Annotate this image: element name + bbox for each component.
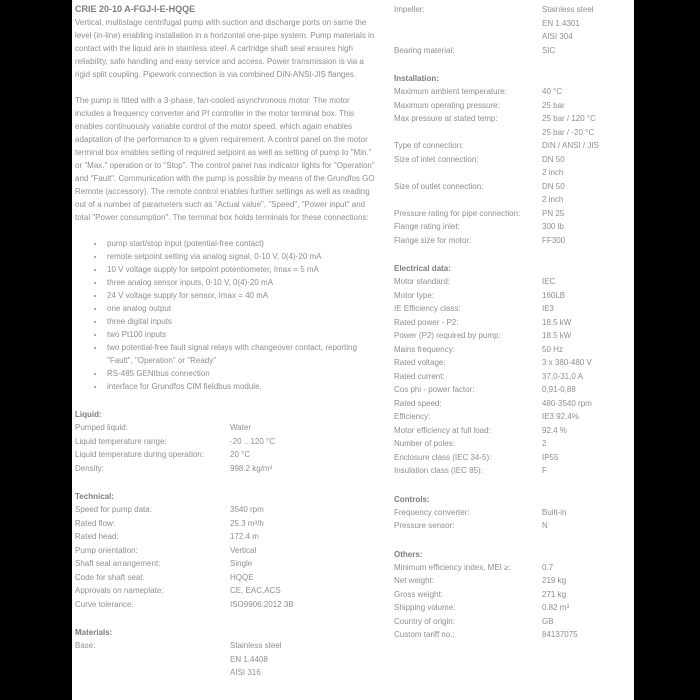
spec-value-group: [230, 435, 380, 449]
spec-row: [394, 289, 628, 303]
spec-value: 92.4 %: [542, 425, 567, 435]
section-heading: Installation:: [394, 74, 439, 83]
spec-row: [75, 517, 380, 531]
spec-value-group: [542, 601, 628, 615]
spec-value-group: [230, 584, 380, 598]
spec-value: 25 bar / -20 °C: [542, 127, 595, 137]
spec-label: Base:: [75, 641, 96, 650]
spec-value: EN 1.4408: [230, 654, 268, 664]
section-heading: Materials:: [75, 628, 113, 637]
spec-value: IP55: [542, 452, 559, 462]
spec-value: 25 bar / 120 °C: [542, 114, 596, 123]
spec-section: [394, 262, 628, 478]
connection-item: • three digital inputs: [105, 315, 380, 328]
spec-value-group: [542, 220, 628, 234]
spec-label: Liquid temperature range:: [75, 436, 167, 446]
section-heading: Controls:: [394, 494, 430, 504]
spec-row: [394, 85, 628, 99]
spec-label: Bearing material:: [394, 45, 455, 55]
spec-value: FF300: [542, 235, 566, 245]
spec-section: [394, 548, 628, 642]
spec-value: Built-in: [542, 507, 567, 517]
spec-value: Single: [230, 559, 253, 568]
spec-value-group: [542, 289, 628, 303]
spec-label: Rated voltage:: [394, 358, 446, 367]
spec-label: Shaft seal arrangement:: [75, 559, 161, 568]
spec-label: Rated speed:: [394, 398, 442, 408]
spec-row: [394, 356, 628, 370]
spec-label: Approvals on nameplate:: [75, 586, 164, 595]
spec-value-group: [230, 517, 380, 531]
spec-value: DN 50: [542, 154, 565, 164]
spec-row: [75, 448, 380, 462]
spec-value-group: [542, 424, 628, 438]
spec-row: [394, 3, 628, 44]
spec-value: 25.3 m³/h: [230, 518, 264, 528]
spec-row: [394, 180, 628, 207]
spec-value: -20 .. 120 °C: [230, 436, 275, 446]
spec-value-group: [230, 557, 380, 571]
spec-row: [394, 397, 628, 411]
spec-value-group: [542, 112, 628, 139]
spec-value-group: [230, 598, 380, 612]
spec-label: Rated power - P2:: [394, 317, 459, 327]
spec-label: Net weight:: [394, 576, 435, 585]
datasheet-page: [72, 0, 634, 700]
spec-value-group: [230, 530, 380, 544]
spec-label: Maximum operating pressure:: [394, 100, 500, 110]
spec-label: Curve tolerance:: [75, 599, 134, 609]
spec-value: 25 bar: [542, 100, 565, 110]
spec-row: [75, 435, 380, 449]
spec-row: [394, 343, 628, 357]
spec-label: Mains frequency:: [394, 344, 455, 354]
spec-value-group: [542, 383, 628, 397]
spec-value-group: [542, 397, 628, 411]
spec-label: Code for shaft seal:: [75, 572, 145, 582]
spec-row: [394, 220, 628, 234]
connection-item: • remote setpoint setting via analog signal, 0-10 V, 0(4)-20 mA: [105, 250, 380, 263]
spec-value-group: [542, 451, 628, 465]
spec-value-group: [542, 275, 628, 289]
spec-value: IE3 92,4%: [542, 412, 579, 421]
section-heading: Others:: [394, 549, 423, 559]
spec-label: Type of connection:: [394, 141, 464, 150]
spec-value-group: [230, 544, 380, 558]
spec-row: [394, 601, 628, 615]
spec-row: [394, 437, 628, 451]
left-spec-sections: [75, 408, 380, 680]
connection-item: • pump start/stop input (potential-free contact): [105, 237, 380, 250]
spec-value-group: [230, 639, 380, 680]
connection-item: • interface for Grundfos CIM fieldbus module.: [105, 380, 380, 393]
spec-value-group: [542, 302, 628, 316]
spec-row: [394, 561, 628, 575]
spec-row: [394, 99, 628, 113]
spec-value: AISI 304: [542, 32, 573, 41]
spec-section: [75, 408, 380, 475]
spec-row: [394, 207, 628, 221]
section-heading: Electrical data:: [394, 264, 451, 273]
spec-label: Rated current:: [394, 371, 445, 381]
spec-label: Motor efficiency at full load:: [394, 425, 491, 435]
spec-value: EN 1.4301: [542, 18, 580, 28]
spec-row: [394, 139, 628, 153]
spec-value: CE, EAC,ACS: [230, 586, 281, 595]
spec-value-group: [542, 85, 628, 99]
spec-row: [75, 639, 380, 680]
spec-value: Vertical: [230, 545, 257, 555]
connection-item: • two potential-free fault signal relays with changeover contact, reporting "Fault", "Operation" or "Ready": [105, 341, 380, 367]
spec-value: IEC: [542, 277, 556, 286]
spec-label: Motor type:: [394, 290, 435, 300]
spec-value: 2: [542, 439, 547, 448]
connection-item: • three analog sensor inputs, 0-10 V, 0(4)-20 mA: [105, 276, 380, 289]
spec-value-group: [542, 410, 628, 424]
connection-item: • RS-485 GENIbus connection: [105, 367, 380, 380]
spec-label: Insulation class (IEC 85):: [394, 466, 483, 475]
spec-row: [75, 544, 380, 558]
spec-value: 172.4 m: [230, 532, 259, 541]
spec-section: [394, 3, 628, 57]
spec-value: Stainless steel: [230, 641, 282, 650]
spec-label: Size of outlet connection:: [394, 181, 484, 191]
spec-row: [394, 506, 628, 520]
spec-row: [394, 451, 628, 465]
spec-label: Cos phi - power factor:: [394, 385, 475, 394]
spec-value-group: [230, 448, 380, 462]
spec-label: Max pressure at stated temp:: [394, 114, 498, 123]
spec-label: Impeller:: [394, 5, 425, 14]
spec-value: 50 Hz: [542, 344, 563, 354]
section-heading: Technical:: [75, 492, 114, 501]
spec-label: Minimum efficiency index, MEI ≥:: [394, 562, 511, 572]
spec-row: [394, 275, 628, 289]
spec-section: [394, 493, 628, 533]
spec-value: N: [542, 521, 548, 530]
product-description-paragraph: Vertical, multistage centrifugal pump with suction and discharge ports on same the level (in-line) enabling installation in a horizontal one-pipe system. Pump materials in contact with the liquid are in stainless steel. A cartridge shaft seal ensures high reliability, safe handling and easy service and access. Power transmission is via a rigid split coupling. Pipework connection is via combined DIN-ANSI-JIS flanges.: [75, 18, 375, 79]
spec-label: Gross weight:: [394, 589, 443, 599]
spec-value: GB: [542, 616, 554, 626]
spec-row: [75, 421, 380, 435]
spec-value-group: [230, 421, 380, 435]
spec-row: [394, 329, 628, 343]
spec-label: Motor standard:: [394, 277, 451, 286]
spec-row: [394, 112, 628, 139]
spec-value: 84137075: [542, 630, 578, 639]
spec-value-group: [542, 180, 628, 207]
spec-value: F: [542, 466, 547, 475]
spec-row: [394, 628, 628, 642]
spec-row: [394, 383, 628, 397]
spec-row: [394, 464, 628, 478]
spec-value-group: [542, 519, 628, 533]
spec-label: Custom tariff no.:: [394, 630, 455, 639]
spec-label: IE Efficiency class:: [394, 304, 461, 313]
spec-value: 18.5 kW: [542, 317, 572, 327]
spec-value-group: [542, 574, 628, 588]
spec-label: Rated flow:: [75, 518, 116, 528]
spec-row: [394, 370, 628, 384]
spec-label: Liquid temperature during operation:: [75, 450, 204, 459]
spec-section: [75, 490, 380, 611]
spec-value-group: [542, 153, 628, 180]
spec-row: [75, 503, 380, 517]
spec-row: [394, 316, 628, 330]
spec-row: [394, 153, 628, 180]
spec-row: [394, 234, 628, 248]
spec-value: DN 50: [542, 181, 565, 191]
spec-value: 271 kg: [542, 589, 567, 599]
spec-value-group: [230, 462, 380, 476]
motor-description-paragraph: The pump is fitted with a 3-phase, fan-cooled asynchronous motor. The motor includes a frequency converter and PI controller in the motor terminal box. This enables continuously variable control of the motor speed, which again enables adaptation of the performance to a given requirement. A control panel on the motor terminal box enables setting of required setpoint as well as setting of pump to "Min." or "Max." operation or to "Stop". The control panel has indicator lights for "Operation" and "Fault". Communication with the pump is possible by means of the Grundfos GO Remote (accessory). The remote control enables further settings as well as reading out of a number of parameters such as "Actual value", "Speed", "Power input" and total "Power consumption". The terminal box holds terminals for these connections:: [75, 96, 375, 222]
connection-item: • two Pt100 inputs: [105, 328, 380, 341]
spec-label: Flange rating inlet:: [394, 222, 460, 231]
spec-value-group: [542, 3, 628, 44]
spec-value: 37,0-31,0 A: [542, 371, 583, 381]
spec-label: Country of origin:: [394, 616, 455, 626]
spec-row: [75, 462, 380, 476]
spec-value: 300 lb: [542, 222, 564, 231]
spec-value-group: [542, 234, 628, 248]
spec-value-group: [542, 628, 628, 642]
connections-list: [75, 237, 380, 393]
spec-value: DIN / ANSI / JIS: [542, 141, 599, 150]
spec-value-group: [542, 139, 628, 153]
spec-label: Pressure sensor:: [394, 521, 455, 530]
spec-value: SIC: [542, 45, 556, 55]
spec-value-group: [230, 503, 380, 517]
spec-value-group: [542, 207, 628, 221]
spec-row: [394, 424, 628, 438]
spec-value: 0.7: [542, 562, 554, 572]
spec-row: [394, 519, 628, 533]
spec-label: Speed for pump data:: [75, 505, 152, 514]
spec-row: [75, 530, 380, 544]
spec-label: Enclosure class (IEC 34-5):: [394, 452, 492, 462]
spec-label: Power (P2) required by pump:: [394, 331, 501, 340]
spec-value: 3540 rpm: [230, 505, 264, 514]
spec-value-group: [542, 561, 628, 575]
spec-value: Water: [230, 423, 252, 432]
spec-label: Pumped liquid:: [75, 423, 128, 432]
spec-label: Efficiency:: [394, 412, 431, 421]
spec-value: 219 kg: [542, 576, 567, 585]
spec-row: [394, 588, 628, 602]
spec-value: 40 °C: [542, 87, 563, 96]
spec-value-group: [542, 370, 628, 384]
spec-label: Pump orientation:: [75, 545, 138, 555]
spec-row: [394, 615, 628, 629]
spec-label: Number of poles:: [394, 439, 455, 448]
spec-value: 20 °C: [230, 450, 251, 459]
spec-label: Density:: [75, 463, 104, 473]
left-column: [75, 3, 380, 680]
spec-row: [75, 557, 380, 571]
spec-value: 998.2 kg/m³: [230, 463, 273, 473]
spec-row: [394, 302, 628, 316]
product-title: CRIE 20-10 A-FGJ-I-E-HQQE: [75, 4, 196, 14]
spec-value: 160LB: [542, 290, 566, 300]
spec-label: Flange size for motor:: [394, 235, 472, 245]
spec-row: [75, 571, 380, 585]
spec-value: 2 inch: [542, 168, 564, 177]
spec-value: 480-3540 rpm: [542, 398, 592, 408]
section-heading: Liquid:: [75, 410, 102, 419]
spec-value: PN 25: [542, 208, 565, 218]
spec-label: Size of inlet connection:: [394, 154, 479, 164]
spec-value: AISI 316: [230, 668, 261, 677]
right-spec-sections: [394, 3, 628, 642]
spec-value: 18.5 kW: [542, 331, 572, 340]
spec-label: Maximum ambient temperature:: [394, 87, 507, 96]
spec-value-group: [542, 316, 628, 330]
spec-value-group: [542, 329, 628, 343]
spec-row: [394, 410, 628, 424]
spec-row: [394, 44, 628, 58]
spec-row: [75, 584, 380, 598]
spec-value: 3 x 380-480 V: [542, 358, 592, 367]
spec-value: 0.82 m³: [542, 603, 570, 612]
spec-value-group: [542, 588, 628, 602]
spec-value-group: [542, 99, 628, 113]
connection-item: • one analog output: [105, 302, 380, 315]
spec-value-group: [230, 571, 380, 585]
spec-row: [75, 598, 380, 612]
connection-item: • 24 V voltage supply for sensor, Imax = 40 mA: [105, 289, 380, 302]
spec-label: Frequency converter:: [394, 507, 470, 517]
spec-value: ISO9906:2012 3B: [230, 599, 294, 609]
spec-value-group: [542, 615, 628, 629]
spec-value-group: [542, 44, 628, 58]
spec-value-group: [542, 437, 628, 451]
spec-value-group: [542, 343, 628, 357]
spec-value: IE3: [542, 304, 555, 313]
spec-value: 2 inch: [542, 195, 564, 204]
spec-section: [394, 72, 628, 247]
spec-label: Shipping volume:: [394, 603, 456, 612]
spec-section: [75, 626, 380, 680]
spec-label: Pressure rating for pipe connection:: [394, 208, 521, 218]
spec-value-group: [542, 464, 628, 478]
spec-value-group: [542, 356, 628, 370]
spec-value-group: [542, 506, 628, 520]
spec-value: HQQE: [230, 572, 254, 582]
spec-row: [394, 574, 628, 588]
spec-value: Stainless steel: [542, 5, 594, 14]
spec-label: Rated head:: [75, 532, 119, 541]
spec-value: 0,91-0,88: [542, 385, 576, 394]
connection-item: • 10 V voltage supply for setpoint potentiometer, Imax = 5 mA: [105, 263, 380, 276]
